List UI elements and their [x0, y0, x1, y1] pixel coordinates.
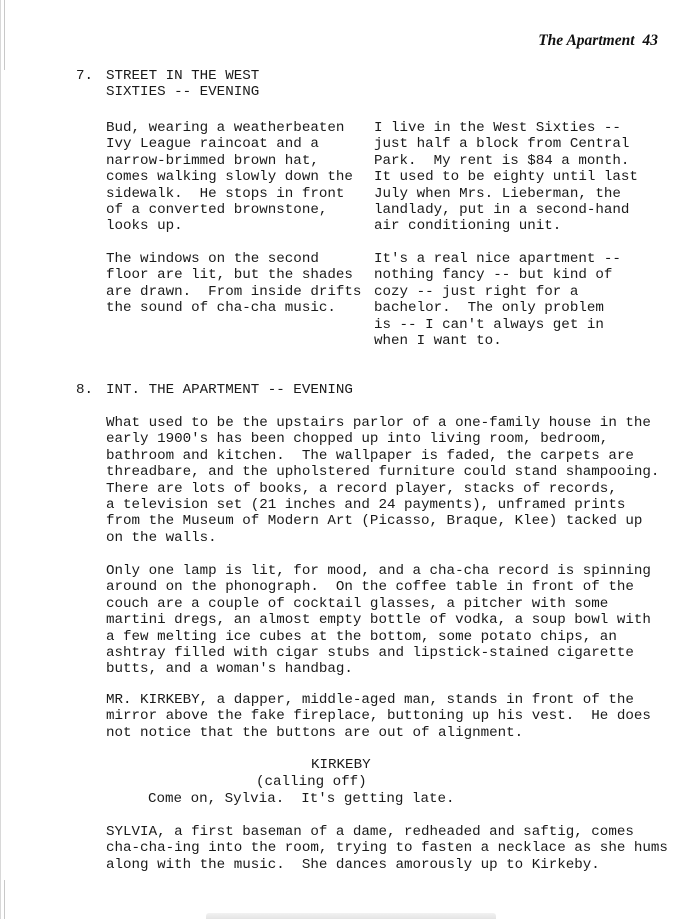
text-line: from the Museum of Modern Art (Picasso, Braque, Klee) tacked up — [106, 513, 643, 530]
scene-number: 8. — [76, 382, 94, 398]
text-line: Bud, wearing a weatherbeaten — [106, 120, 345, 136]
text-line: ashtray filled with cigar stubs and lipstick-stained cigarette — [106, 645, 634, 662]
page-edge-mark — [4, 880, 5, 919]
text-line: are drawn. From inside drifts — [106, 283, 362, 300]
text-line: is -- I can't always get in — [374, 316, 604, 333]
text-line: bachelor. The only problem — [374, 300, 604, 317]
text-line: cha-cha-ing into the room, trying to fasten a necklace as she hums — [106, 840, 668, 857]
text-line: a few melting ice cubes at the bottom, some potato chips, an — [106, 628, 617, 645]
dialogue-line: Come on, Sylvia. It's getting late. — [148, 791, 455, 807]
action-column — [106, 120, 353, 235]
text-line: comes walking slowly down the — [106, 169, 353, 186]
text-line: Only one lamp is lit, for mood, and a cha-cha record is spinning — [106, 563, 651, 579]
text-line: on the walls. — [106, 529, 217, 546]
script-title: The Apartment — [538, 32, 635, 49]
text-line: mirror above the fake fireplace, buttoning up his vest. He does — [106, 708, 651, 725]
text-line: It's a real nice apartment -- — [374, 251, 621, 267]
text-line: just half a block from Central — [374, 136, 630, 153]
text-line: It used to be eighty until last — [374, 169, 638, 186]
page-number: 43 — [642, 32, 658, 49]
action-paragraph — [106, 563, 651, 678]
text-line: sidewalk. He stops in front — [106, 185, 345, 202]
text-line: a television set (21 inches and 24 payments), unframed prints — [106, 497, 626, 514]
text-line: air conditioning unit. — [374, 218, 562, 235]
action-column — [106, 251, 361, 317]
page-header — [538, 32, 658, 50]
text-line: looks up. — [106, 218, 183, 235]
text-line: not notice that the buttons are out of alignment. — [106, 724, 524, 741]
scene-number: 7. — [76, 68, 94, 84]
scene-heading: INT. THE APARTMENT -- EVENING — [106, 382, 353, 398]
parenthetical: (calling off) — [256, 774, 367, 790]
text-line: floor are lit, but the shades — [106, 267, 353, 284]
scene-heading — [106, 68, 259, 101]
text-line: martini dregs, an almost empty bottle of vodka, a soup bowl with — [106, 612, 651, 629]
action-paragraph — [106, 692, 651, 741]
narration-column — [374, 251, 621, 349]
text-line: MR. KIRKEBY, a dapper, middle-aged man, stands in front of the — [106, 692, 634, 708]
text-line: bathroom and kitchen. The wallpaper is faded, the carpets are — [106, 447, 634, 464]
text-line: the sound of cha-cha music. — [106, 300, 336, 317]
page-fold-shadow — [206, 913, 496, 919]
action-paragraph — [106, 824, 668, 873]
text-line: of a converted brownstone, — [106, 202, 328, 219]
text-line: narrow-brimmed brown hat, — [106, 152, 319, 169]
text-line: cozy -- just right for a — [374, 283, 579, 300]
text-line: Park. My rent is $84 a month. — [374, 152, 630, 169]
text-line: when I want to. — [374, 333, 502, 350]
text-line: couch are a couple of cocktail glasses, a pitcher with some — [106, 595, 609, 612]
text-line: landlady, put in a second-hand — [374, 202, 630, 219]
text-line: around on the phonograph. On the coffee table in front of the — [106, 579, 634, 596]
character-name: KIRKEBY — [311, 757, 371, 773]
text-line: SYLVIA, a first baseman of a dame, redheaded and saftig, comes — [106, 824, 634, 840]
text-line: The windows on the second — [106, 251, 319, 267]
text-line: early 1900's has been chopped up into living room, bedroom, — [106, 431, 609, 448]
narration-column — [374, 120, 638, 235]
text-line: SIXTIES -- EVENING — [106, 84, 260, 101]
page-edge-mark — [4, 0, 5, 70]
text-line: STREET IN THE WEST — [106, 68, 260, 84]
text-line: July when Mrs. Lieberman, the — [374, 185, 621, 202]
action-paragraph — [106, 415, 659, 546]
text-line: butts, and a woman's handbag. — [106, 661, 353, 678]
text-line: There are lots of books, a record player, stacks of records, — [106, 480, 617, 497]
text-line: along with the music. She dances amorously up to Kirkeby. — [106, 856, 600, 873]
text-line: nothing fancy -- but kind of — [374, 267, 613, 284]
text-line: threadbare, and the upholstered furniture could stand shampooing. — [106, 464, 660, 481]
text-line: I live in the West Sixties -- — [374, 120, 621, 136]
text-line: What used to be the upstairs parlor of a one-family house in the — [106, 415, 651, 431]
text-line: Ivy League raincoat and a — [106, 136, 319, 153]
